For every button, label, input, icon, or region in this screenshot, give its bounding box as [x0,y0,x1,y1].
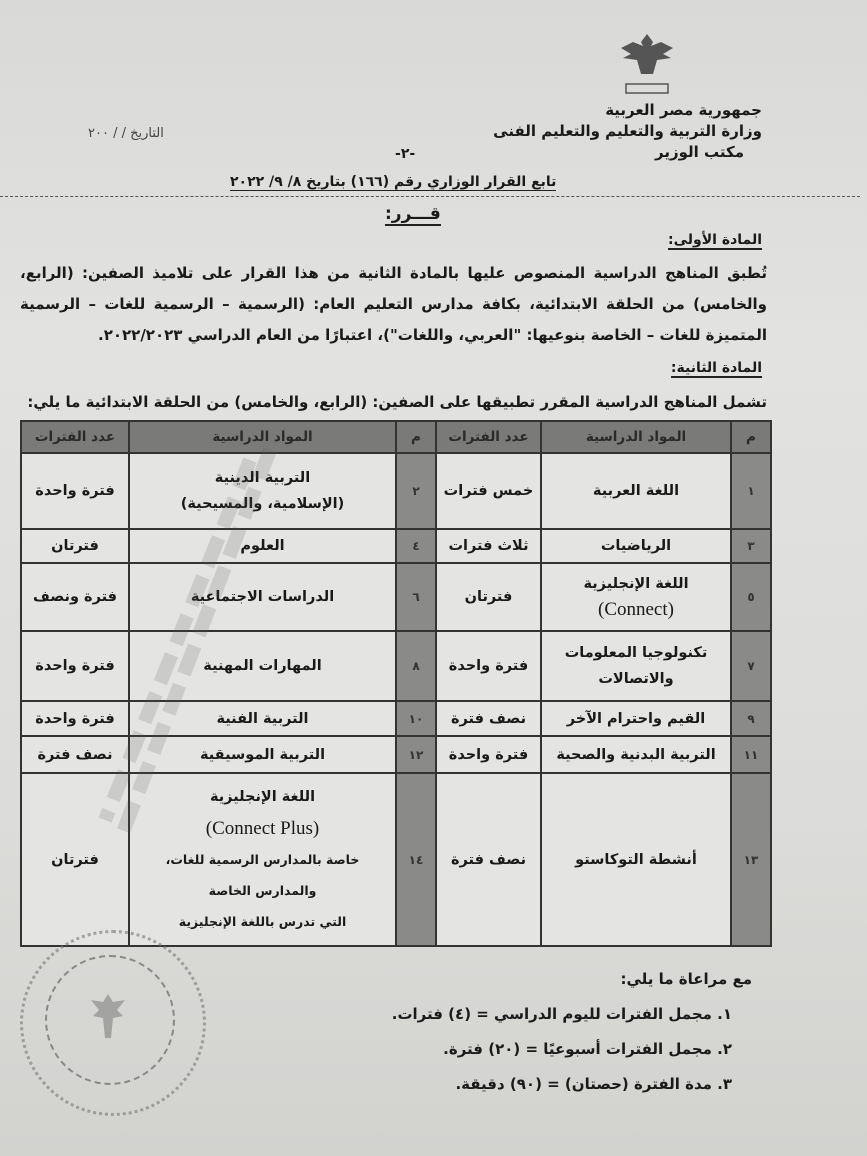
periods: فترة واحدة [21,453,129,529]
table-row [21,736,771,773]
ministry-header [493,100,762,163]
table-row [21,563,771,631]
curriculum-table [20,420,772,947]
table-row [21,453,771,529]
subject: المهارات المهنية [129,631,396,701]
header-num: م [396,421,436,453]
row-number: ١٠ [396,701,436,736]
subject: الرياضيات [541,529,731,563]
subject: التربية البدنية والصحية [541,736,731,773]
decided-heading: قـــرر: [385,204,441,224]
subject: العلوم [129,529,396,563]
periods: فترة واحدة [436,631,541,701]
periods: خمس فترات [436,453,541,529]
divider [0,196,860,197]
periods: فترة واحدة [436,736,541,773]
table-row [21,773,771,946]
notes [391,962,752,1102]
row-number: ٨ [396,631,436,701]
subject-line: (Connect Plus) [205,818,320,839]
subject-line: تكنولوجيا المعلومات [564,645,708,661]
header-country: جمهورية مصر العربية [605,101,762,119]
table-row [21,701,771,736]
notes-title: مع مراعاة ما يلي: [620,970,752,988]
subject-line: التي تدرس باللغة الإنجليزية [178,914,347,929]
table-header-row [21,421,771,453]
row-number: ٤ [396,529,436,563]
header-office: مكتب الوزير [654,143,744,161]
eagle-emblem-icon [612,30,682,96]
periods: فترة واحدة [21,701,129,736]
row-number: ٩ [731,701,771,736]
row-number: ١١ [731,736,771,773]
subject-line: (الإسلامية، والمسيحية) [180,496,345,512]
article2-text: تشمل المناهج الدراسية المقرر تطبيقها على الصفين: (الرابع، والخامس) من الحلقة الابتدائية ما يلي: [27,393,767,411]
subject [129,453,396,529]
subject [129,773,396,946]
subject: التربية الموسيقية [129,736,396,773]
row-number: ٥ [731,563,771,631]
periods: نصف فترة [436,773,541,946]
date-field: التاريخ / / ٢٠٠ [88,126,164,141]
table-row [21,631,771,701]
subject-line: خاصة بالمدارس الرسمية للغات، [165,852,360,867]
row-number: ٢ [396,453,436,529]
periods: فترة ونصف [21,563,129,631]
page-number: -٢- [395,146,416,162]
decree-reference: تابع القرار الوزاري رقم (١٦٦) بتاريخ ٨/ ٩/ ٢٠٢٢ [230,174,557,190]
subject-line: التربية الدينية [214,470,311,486]
article2-title: المادة الثانية: [670,360,762,376]
periods: فترتان [436,563,541,631]
row-number: ١٣ [731,773,771,946]
header-subject: المواد الدراسية [129,421,396,453]
subject-line: اللغة الإنجليزية [583,576,689,592]
note-item: ١. مجمل الفترات لليوم الدراسي = (٤) فترات. [391,1005,732,1023]
periods: فترتان [21,773,129,946]
row-number: ١٤ [396,773,436,946]
row-number: ١ [731,453,771,529]
note-item: ٣. مدة الفترة (حصتان) = (٩٠) دقيقة. [455,1075,732,1093]
row-number: ٣ [731,529,771,563]
header-periods: عدد الفترات [436,421,541,453]
periods: فترتان [21,529,129,563]
row-number: ١٢ [396,736,436,773]
periods: نصف فترة [436,701,541,736]
note-item: ٢. مجمل الفترات أسبوعيًا = (٢٠) فترة. [443,1040,732,1058]
subject-line: والمدارس الخاصة [208,883,317,898]
header-num: م [731,421,771,453]
subject: اللغة العربية [541,453,731,529]
stamp-eagle-icon [85,990,131,1050]
subject [541,563,731,631]
header-ministry: وزارة التربية والتعليم والتعليم الفنى [493,122,762,140]
header-subject: المواد الدراسية [541,421,731,453]
subject: القيم واحترام الآخر [541,701,731,736]
row-number: ٦ [396,563,436,631]
periods: نصف فترة [21,736,129,773]
row-number: ٧ [731,631,771,701]
subject: التربية الفنية [129,701,396,736]
table-row [21,529,771,563]
header-periods: عدد الفترات [21,421,129,453]
subject-line: (Connect) [598,599,674,620]
periods: ثلاث فترات [436,529,541,563]
periods: فترة واحدة [21,631,129,701]
article1-text: تُطبق المناهج الدراسية المنصوص عليها بالمادة الثانية من هذا القرار على تلاميذ الصفين: (الرابع، والخامس) من الحلقة الابتدائية، بكافة مدارس التعليم العام: (الرسمية – الرسمية للغات – الرسمية المتميزة للغات – الخاصة بنوعيها: "العربي، واللغات")، اعتبارًا من العام الدراسي ٢٠٢٢/٢٠٢٣. [20,264,767,344]
subject-line: والاتصالات [598,671,674,687]
subject: الدراسات الاجتماعية [129,563,396,631]
article1-title: المادة الأولى: [668,232,762,248]
subject-line: اللغة الإنجليزية [209,789,316,805]
subject: أنشطة التوكاستو [541,773,731,946]
subject [541,631,731,701]
